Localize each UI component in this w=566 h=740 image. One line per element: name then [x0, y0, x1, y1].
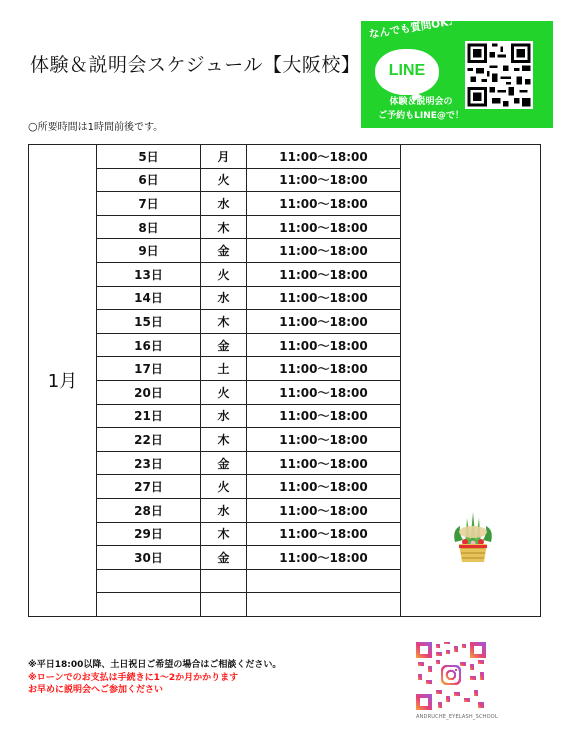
weekday-cell: 水	[201, 192, 247, 216]
weekday-cell: 月	[201, 145, 247, 169]
weekday-cell: 火	[201, 262, 247, 286]
weekday-cell: 金	[201, 546, 247, 570]
time-cell: 11:00〜18:00	[247, 451, 401, 475]
footer-notes	[28, 659, 281, 697]
weekday-cell: 木	[201, 428, 247, 452]
duration-note	[28, 118, 163, 133]
time-cell: 11:00〜18:00	[247, 546, 401, 570]
time-cell: 11:00〜18:00	[247, 333, 401, 357]
schedule-row	[29, 145, 541, 169]
month-cell: 1月	[29, 145, 97, 617]
weekday-cell: 火	[201, 380, 247, 404]
line-qr-code-icon[interactable]	[465, 41, 533, 109]
time-cell: 11:00〜18:00	[247, 428, 401, 452]
weekday-cell: 土	[201, 357, 247, 381]
day-cell: 9日	[97, 239, 201, 263]
time-cell: 11:00〜18:00	[247, 215, 401, 239]
day-cell: 5日	[97, 145, 201, 169]
page-title: 体験＆説明会スケジュール【大阪校】	[30, 54, 361, 76]
day-cell: 14日	[97, 286, 201, 310]
time-cell: 11:00〜18:00	[247, 498, 401, 522]
day-cell: 20日	[97, 380, 201, 404]
schedule-table	[28, 144, 541, 617]
footer-note-weekend: ※平日18:00以降、土日祝日ご希望の場合はご相談ください。	[28, 660, 282, 670]
day-cell: 28日	[97, 498, 201, 522]
day-cell: 27日	[97, 475, 201, 499]
day-cell: 7日	[97, 192, 201, 216]
weekday-cell: 木	[201, 215, 247, 239]
time-cell: 11:00〜18:00	[247, 145, 401, 169]
day-cell: 22日	[97, 428, 201, 452]
weekday-cell: 金	[201, 451, 247, 475]
time-cell: 11:00〜18:00	[247, 192, 401, 216]
time-cell: 11:00〜18:00	[247, 380, 401, 404]
day-cell: 16日	[97, 333, 201, 357]
day-cell: 8日	[97, 215, 201, 239]
weekday-cell: 金	[201, 333, 247, 357]
line-promo-banner[interactable]	[361, 15, 553, 128]
time-cell: 11:00〜18:00	[247, 357, 401, 381]
time-cell: 11:00〜18:00	[247, 404, 401, 428]
weekday-cell: 火	[201, 168, 247, 192]
time-cell: 11:00〜18:00	[247, 262, 401, 286]
weekday-cell: 木	[201, 522, 247, 546]
line-logo-text: LINE	[388, 62, 426, 79]
line-promo-bottom-text	[369, 95, 473, 123]
day-cell	[97, 593, 201, 617]
weekday-cell: 木	[201, 310, 247, 334]
instagram-account-name: ANDRUCHE_EYELASH_SCHOOL	[416, 714, 498, 720]
note-mark: ○	[28, 120, 38, 133]
time-cell: 11:00〜18:00	[247, 286, 401, 310]
day-cell: 23日	[97, 451, 201, 475]
day-cell: 6日	[97, 168, 201, 192]
weekday-cell: 水	[201, 404, 247, 428]
weekday-cell	[201, 569, 247, 593]
time-cell: 11:00〜18:00	[247, 522, 401, 546]
time-cell	[247, 593, 401, 617]
time-cell	[247, 569, 401, 593]
weekday-cell: 水	[201, 286, 247, 310]
weekday-cell	[201, 593, 247, 617]
footer-note-attend: お早めに説明会へご参加ください	[28, 685, 164, 695]
time-cell: 11:00〜18:00	[247, 168, 401, 192]
instagram-qr-code-icon[interactable]	[416, 642, 486, 710]
time-cell: 11:00〜18:00	[247, 310, 401, 334]
time-cell: 11:00〜18:00	[247, 475, 401, 499]
decoration-cell	[401, 145, 541, 617]
day-cell: 21日	[97, 404, 201, 428]
time-cell: 11:00〜18:00	[247, 239, 401, 263]
line-promo-bottom-line1: 体験＆説明会の	[389, 97, 453, 107]
weekday-cell: 金	[201, 239, 247, 263]
duration-note-text: 所要時間は1時間前後です。	[37, 122, 164, 133]
day-cell: 17日	[97, 357, 201, 381]
line-promo-top-text: なんでも質問OK♪	[368, 15, 456, 41]
line-logo-icon	[375, 49, 439, 95]
day-cell: 13日	[97, 262, 201, 286]
day-cell: 30日	[97, 546, 201, 570]
day-cell: 29日	[97, 522, 201, 546]
footer-note-loan: ※ローンでのお支払は手続きに1〜2か月かかります	[28, 672, 239, 683]
weekday-cell: 火	[201, 475, 247, 499]
kadomatsu-icon	[451, 512, 495, 564]
day-cell	[97, 569, 201, 593]
weekday-cell: 水	[201, 498, 247, 522]
line-promo-bottom-line2: ご予約もLINE@で！	[378, 111, 464, 121]
day-cell: 15日	[97, 310, 201, 334]
